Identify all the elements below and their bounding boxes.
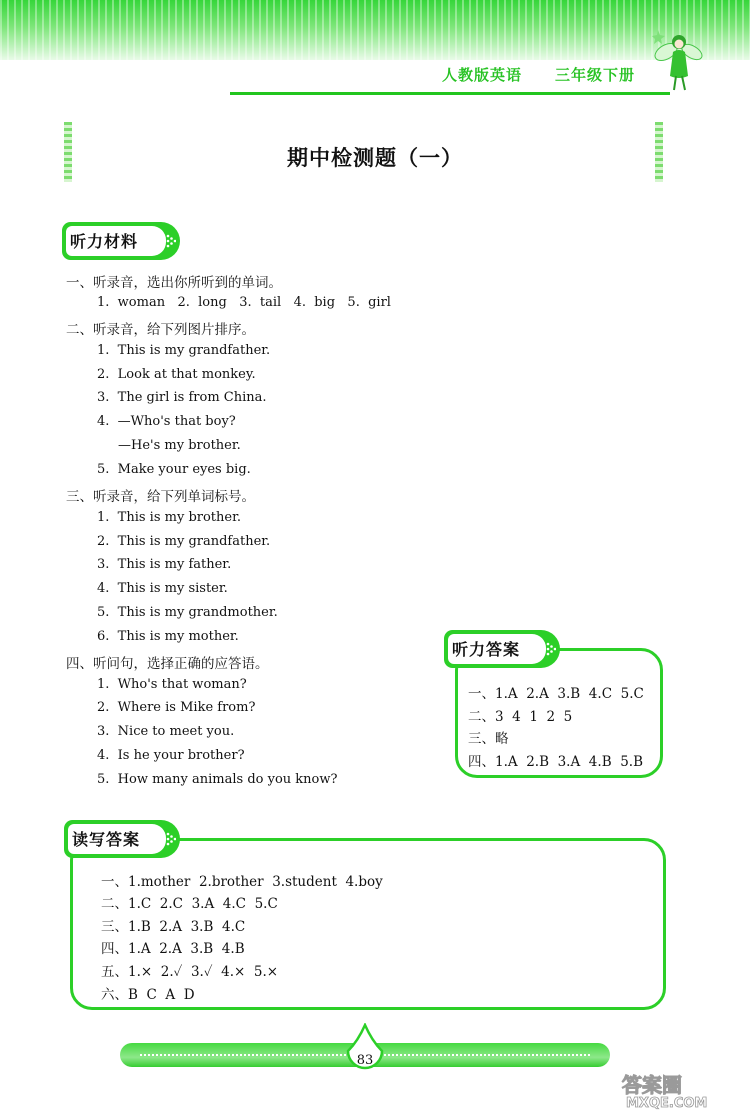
header-underline bbox=[230, 92, 670, 95]
answer-line: 三、1.B 2.A 3.B 4.C bbox=[101, 919, 246, 935]
header-book-name: 人教版英语 bbox=[442, 66, 523, 84]
answer-line: 四、1.A 2.B 3.A 4.B 5.B bbox=[468, 754, 643, 770]
answer-line: 四、1.A 2.A 3.B 4.B bbox=[101, 941, 245, 957]
fairy-icon bbox=[652, 22, 704, 94]
section-heading: 二、听录音，给下列图片排序。 bbox=[66, 322, 255, 338]
list-item: 4. Is he your brother? bbox=[97, 748, 245, 763]
answer-line: 一、1.mother 2.brother 3.student 4.boy bbox=[101, 874, 383, 890]
section-heading: 一、听录音，选出你所听到的单词。 bbox=[66, 275, 282, 291]
list-item: 2. This is my grandfather. bbox=[97, 534, 271, 549]
list-item: 3. The girl is from China. bbox=[97, 390, 267, 405]
list-item: 2. Look at that monkey. bbox=[97, 367, 256, 382]
watermark-brand: 答案圈 bbox=[622, 1073, 682, 1097]
listening-material-label: 听力材料 bbox=[70, 232, 139, 251]
listening-answers-tag bbox=[444, 630, 560, 668]
list-item: 1. woman 2. long 3. tail 4. big 5. girl bbox=[97, 295, 391, 310]
listening-material-tag bbox=[62, 222, 180, 260]
watermark-logo bbox=[616, 1070, 746, 1110]
band-texture bbox=[0, 0, 750, 60]
list-item: 1. This is my grandfather. bbox=[97, 343, 271, 358]
answer-line: 二、3 4 1 2 5 bbox=[468, 709, 573, 725]
list-item: 2. Where is Mike from? bbox=[97, 700, 256, 715]
page-title: 期中检测题（一） bbox=[287, 146, 463, 170]
list-item: 5. Make your eyes big. bbox=[97, 462, 251, 477]
answer-line: 五、1.× 2.✓ 3.✓ 4.× 5.× bbox=[101, 964, 279, 980]
answer-line: 二、1.C 2.C 3.A 4.C 5.C bbox=[101, 896, 278, 912]
answer-line: 六、B C A D bbox=[101, 987, 195, 1003]
list-item: 4. This is my sister. bbox=[97, 581, 228, 596]
list-item: 4. —Who's that boy? bbox=[97, 414, 236, 429]
answer-line: 一、1.A 2.A 3.B 4.C 5.C bbox=[468, 686, 644, 702]
list-item: 1. This is my brother. bbox=[97, 510, 242, 525]
arrow-dots-icon bbox=[546, 642, 556, 656]
reading-answers-label: 读写答案 bbox=[72, 830, 141, 849]
section-heading: 四、听问句，选择正确的应答语。 bbox=[66, 656, 269, 672]
list-item: 6. This is my mother. bbox=[97, 629, 239, 644]
list-item: 5. How many animals do you know? bbox=[97, 772, 338, 787]
list-item: 5. This is my grandmother. bbox=[97, 605, 278, 620]
list-item: 3. This is my father. bbox=[97, 557, 232, 572]
arrow-dots-icon bbox=[166, 234, 176, 248]
answer-line: 三、略 bbox=[468, 731, 509, 747]
list-item: 1. Who's that woman? bbox=[97, 677, 247, 692]
top-gradient-band bbox=[0, 0, 750, 60]
reading-answers-tag bbox=[64, 820, 180, 858]
arrow-dots-icon bbox=[166, 832, 176, 846]
list-item: —He's my brother. bbox=[118, 438, 241, 453]
list-item: 3. Nice to meet you. bbox=[97, 724, 235, 739]
page-number: 83 bbox=[356, 1053, 374, 1068]
header-grade: 三年级下册 bbox=[555, 66, 636, 84]
listening-answers-label: 听力答案 bbox=[452, 640, 521, 659]
section-heading: 三、听录音，给下列单词标号。 bbox=[66, 489, 255, 505]
watermark-url: MXQE.COM bbox=[626, 1096, 708, 1110]
